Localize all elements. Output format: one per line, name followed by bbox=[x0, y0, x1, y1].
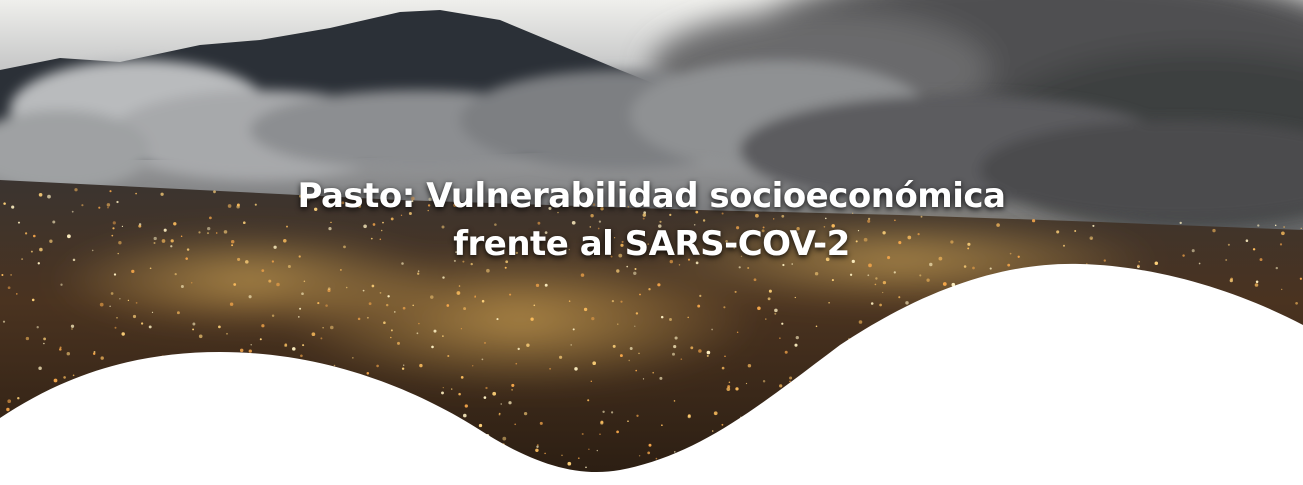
city-light bbox=[484, 342, 486, 344]
city-light bbox=[737, 332, 738, 333]
city-light bbox=[111, 292, 114, 295]
city-light bbox=[699, 295, 701, 297]
city-light bbox=[312, 332, 316, 336]
city-light bbox=[570, 344, 572, 346]
city-light bbox=[711, 329, 713, 331]
city-light bbox=[584, 308, 587, 311]
city-light bbox=[639, 455, 640, 456]
city-light bbox=[116, 317, 118, 319]
city-light bbox=[502, 437, 506, 441]
city-light bbox=[882, 292, 883, 293]
city-light bbox=[334, 365, 336, 367]
city-light bbox=[3, 321, 5, 323]
city-light bbox=[181, 285, 184, 288]
city-light bbox=[276, 283, 280, 287]
city-light bbox=[883, 281, 886, 284]
city-light bbox=[346, 287, 348, 289]
city-light bbox=[746, 383, 747, 384]
city-light bbox=[330, 326, 334, 330]
city-light bbox=[230, 302, 233, 305]
city-light bbox=[191, 282, 193, 284]
city-light bbox=[815, 272, 818, 275]
city-light bbox=[919, 274, 921, 276]
city-light bbox=[879, 304, 882, 307]
city-light bbox=[472, 365, 473, 366]
city-light bbox=[898, 296, 900, 298]
city-light bbox=[397, 342, 400, 345]
city-light bbox=[115, 327, 117, 329]
city-light bbox=[757, 307, 761, 311]
city-light bbox=[141, 322, 143, 324]
city-light bbox=[582, 433, 584, 435]
city-light bbox=[328, 287, 331, 290]
city-light bbox=[177, 311, 180, 314]
city-light bbox=[627, 420, 629, 422]
city-light bbox=[656, 458, 658, 460]
city-light bbox=[636, 415, 638, 417]
city-light bbox=[588, 449, 589, 450]
city-light bbox=[492, 392, 496, 396]
city-light bbox=[681, 358, 683, 360]
city-light bbox=[317, 302, 319, 304]
city-light bbox=[661, 316, 664, 319]
city-light bbox=[549, 368, 551, 370]
city-light bbox=[272, 314, 274, 316]
city-light bbox=[434, 330, 437, 333]
city-light bbox=[93, 353, 95, 355]
city-light bbox=[636, 312, 638, 314]
city-light bbox=[402, 367, 404, 369]
city-light bbox=[463, 414, 467, 418]
city-light bbox=[578, 457, 580, 459]
city-light bbox=[659, 377, 662, 380]
city-light bbox=[299, 308, 301, 310]
city-light bbox=[715, 413, 716, 414]
city-light bbox=[536, 446, 538, 448]
city-light bbox=[613, 345, 616, 348]
city-light bbox=[479, 424, 482, 427]
city-light bbox=[828, 302, 830, 304]
city-light bbox=[639, 294, 641, 296]
city-light bbox=[785, 351, 788, 354]
city-light bbox=[561, 455, 562, 456]
page-title-line-1: Pasto: Vulnerabilidad socioeconómica bbox=[297, 176, 1006, 216]
city-light bbox=[616, 431, 619, 434]
city-light bbox=[54, 379, 58, 383]
city-light bbox=[726, 387, 730, 391]
city-light bbox=[7, 399, 11, 403]
city-light bbox=[789, 376, 792, 379]
city-light bbox=[599, 433, 600, 434]
city-light bbox=[859, 320, 863, 324]
city-light bbox=[442, 335, 444, 337]
city-light bbox=[630, 347, 633, 350]
city-light bbox=[300, 354, 303, 357]
city-light bbox=[635, 370, 637, 372]
city-light bbox=[461, 376, 464, 379]
city-light bbox=[298, 316, 300, 318]
city-light bbox=[511, 384, 514, 387]
city-light bbox=[638, 353, 640, 355]
city-light bbox=[71, 328, 72, 329]
city-light bbox=[322, 327, 323, 328]
city-light bbox=[643, 378, 644, 379]
city-light bbox=[567, 462, 571, 466]
city-light bbox=[649, 444, 652, 447]
city-light bbox=[442, 276, 444, 278]
city-light bbox=[748, 364, 751, 367]
city-light bbox=[754, 278, 757, 281]
city-light bbox=[789, 381, 791, 383]
city-light bbox=[261, 269, 264, 272]
city-light bbox=[612, 300, 614, 302]
city-light bbox=[475, 296, 476, 297]
city-light bbox=[446, 304, 449, 307]
city-light bbox=[875, 284, 877, 286]
city-light bbox=[403, 365, 404, 366]
city-light bbox=[59, 348, 62, 351]
city-light bbox=[674, 451, 676, 453]
city-light bbox=[441, 391, 444, 394]
city-light bbox=[508, 401, 511, 404]
city-light bbox=[795, 297, 796, 298]
city-light bbox=[261, 324, 264, 327]
city-light bbox=[735, 387, 738, 390]
city-light bbox=[363, 290, 365, 292]
city-light bbox=[581, 273, 585, 277]
city-light bbox=[63, 376, 66, 379]
city-light bbox=[779, 384, 782, 387]
city-light bbox=[1281, 289, 1282, 290]
city-light bbox=[633, 272, 636, 275]
city-light bbox=[376, 365, 379, 368]
city-light bbox=[697, 305, 700, 308]
city-light bbox=[60, 284, 62, 286]
city-light bbox=[724, 356, 726, 358]
city-light bbox=[894, 271, 896, 273]
city-light bbox=[73, 374, 75, 376]
city-light bbox=[133, 315, 136, 318]
city-light bbox=[465, 404, 468, 407]
city-light bbox=[461, 328, 462, 329]
city-light bbox=[38, 366, 42, 370]
city-light bbox=[763, 380, 765, 382]
city-light bbox=[484, 396, 487, 399]
city-light bbox=[611, 411, 613, 413]
city-light bbox=[412, 305, 413, 306]
city-light bbox=[657, 283, 660, 286]
city-light bbox=[832, 279, 834, 281]
city-light bbox=[616, 269, 619, 272]
city-light bbox=[796, 336, 799, 339]
city-light bbox=[688, 415, 691, 418]
city-light bbox=[199, 334, 203, 338]
city-light bbox=[302, 344, 304, 346]
city-light bbox=[781, 323, 783, 325]
city-light bbox=[447, 355, 449, 357]
city-light bbox=[482, 300, 485, 303]
city-light bbox=[544, 453, 546, 455]
city-light bbox=[175, 273, 177, 275]
city-light bbox=[372, 285, 375, 288]
city-light bbox=[152, 312, 153, 313]
city-light bbox=[369, 302, 372, 305]
city-light bbox=[597, 450, 598, 451]
page-title bbox=[0, 172, 1303, 268]
city-light bbox=[526, 343, 529, 346]
city-light bbox=[574, 367, 577, 370]
city-light bbox=[284, 343, 287, 346]
city-light bbox=[501, 403, 502, 404]
city-light bbox=[707, 351, 711, 355]
city-light bbox=[672, 353, 675, 356]
city-light bbox=[67, 352, 70, 355]
city-light bbox=[418, 270, 420, 272]
city-light bbox=[71, 325, 74, 328]
city-light bbox=[591, 317, 594, 320]
city-light bbox=[6, 408, 9, 411]
city-light bbox=[690, 346, 693, 349]
city-light bbox=[119, 298, 120, 299]
city-light bbox=[735, 291, 737, 293]
city-light bbox=[304, 281, 306, 283]
city-light bbox=[1300, 278, 1302, 280]
city-light bbox=[850, 274, 852, 276]
city-light bbox=[816, 326, 818, 328]
city-light bbox=[669, 318, 672, 321]
city-light bbox=[391, 329, 393, 331]
city-light bbox=[431, 346, 434, 349]
city-light bbox=[647, 452, 650, 455]
city-light bbox=[268, 280, 271, 283]
city-light bbox=[509, 294, 511, 296]
city-light bbox=[729, 382, 731, 384]
city-light bbox=[260, 338, 262, 340]
city-light bbox=[463, 307, 466, 310]
city-light bbox=[540, 422, 543, 425]
city-light bbox=[226, 333, 228, 335]
city-light bbox=[383, 321, 386, 324]
city-light bbox=[17, 397, 19, 399]
city-light bbox=[634, 326, 635, 327]
city-light bbox=[496, 318, 498, 320]
city-light bbox=[301, 292, 304, 295]
city-light bbox=[905, 301, 908, 304]
city-light bbox=[723, 306, 725, 308]
city-light bbox=[602, 411, 604, 413]
city-light bbox=[634, 268, 636, 270]
city-light bbox=[26, 337, 29, 340]
city-light bbox=[240, 349, 243, 352]
city-light bbox=[675, 336, 678, 339]
city-light bbox=[533, 304, 535, 306]
city-light bbox=[394, 311, 396, 313]
city-light bbox=[114, 273, 116, 275]
city-light bbox=[459, 285, 461, 287]
city-light bbox=[573, 328, 575, 330]
city-light bbox=[136, 302, 138, 304]
city-light bbox=[765, 318, 766, 319]
city-light bbox=[687, 317, 689, 319]
city-light bbox=[37, 326, 39, 328]
city-light bbox=[591, 381, 592, 382]
city-light bbox=[380, 292, 382, 294]
city-light bbox=[585, 467, 587, 469]
city-light bbox=[674, 400, 676, 402]
city-light bbox=[1255, 283, 1259, 287]
city-light bbox=[8, 286, 11, 289]
city-light bbox=[592, 361, 596, 365]
city-light bbox=[367, 372, 370, 375]
city-light bbox=[559, 356, 562, 359]
city-light bbox=[43, 343, 45, 345]
city-light bbox=[60, 346, 62, 348]
city-light bbox=[419, 364, 422, 367]
city-light bbox=[43, 338, 46, 341]
page-title-line-2: frente al SARS-COV-2 bbox=[453, 224, 850, 264]
city-light bbox=[698, 349, 702, 353]
city-light bbox=[499, 414, 501, 416]
city-light bbox=[320, 337, 322, 339]
city-light bbox=[774, 313, 776, 315]
city-light bbox=[352, 357, 353, 358]
city-light bbox=[1230, 278, 1233, 281]
city-light bbox=[545, 284, 548, 287]
city-light bbox=[768, 297, 771, 300]
city-light bbox=[250, 344, 251, 345]
city-light bbox=[387, 295, 389, 297]
city-light bbox=[403, 307, 406, 310]
city-light bbox=[1, 274, 3, 276]
city-light bbox=[10, 274, 12, 276]
city-light bbox=[149, 325, 152, 328]
city-light bbox=[712, 430, 714, 432]
city-light bbox=[600, 421, 603, 424]
city-light bbox=[386, 304, 388, 306]
city-light bbox=[514, 423, 516, 425]
city-light bbox=[485, 387, 487, 389]
city-light bbox=[620, 301, 622, 303]
city-light bbox=[417, 332, 419, 334]
city-light bbox=[192, 328, 194, 330]
city-light bbox=[722, 367, 725, 370]
city-light bbox=[871, 302, 874, 305]
city-light bbox=[367, 317, 369, 319]
city-light bbox=[458, 393, 461, 396]
city-light bbox=[652, 372, 654, 374]
city-light bbox=[661, 424, 663, 426]
city-light bbox=[769, 290, 772, 293]
city-light bbox=[430, 295, 433, 298]
city-light bbox=[524, 412, 527, 415]
city-light bbox=[16, 293, 18, 295]
city-light bbox=[218, 326, 221, 329]
city-light bbox=[673, 345, 676, 348]
city-light bbox=[867, 274, 869, 276]
city-light bbox=[535, 449, 538, 452]
city-light bbox=[417, 273, 419, 275]
city-light bbox=[340, 269, 342, 271]
city-light bbox=[325, 304, 328, 307]
city-light bbox=[628, 360, 629, 361]
city-light bbox=[779, 337, 781, 339]
city-light bbox=[131, 270, 134, 273]
city-light bbox=[515, 363, 517, 365]
city-light bbox=[569, 300, 571, 302]
city-light bbox=[518, 348, 520, 350]
city-light bbox=[443, 387, 444, 388]
city-light bbox=[128, 300, 129, 301]
city-light bbox=[648, 288, 650, 290]
city-light bbox=[486, 269, 490, 273]
city-light bbox=[390, 337, 392, 339]
city-light bbox=[109, 306, 110, 307]
city-light bbox=[617, 323, 618, 324]
city-light bbox=[620, 354, 623, 357]
city-light bbox=[943, 282, 947, 286]
city-light bbox=[707, 355, 709, 357]
city-light bbox=[418, 323, 419, 324]
city-light bbox=[1295, 302, 1298, 305]
city-light bbox=[249, 295, 252, 298]
city-light bbox=[875, 277, 877, 279]
city-light bbox=[530, 318, 533, 321]
city-light bbox=[292, 347, 296, 351]
city-light bbox=[511, 389, 513, 391]
city-light bbox=[1256, 281, 1259, 284]
city-light bbox=[451, 388, 452, 389]
city-light bbox=[101, 356, 104, 359]
city-light bbox=[794, 344, 797, 347]
city-light bbox=[192, 323, 195, 326]
city-light bbox=[587, 399, 589, 401]
city-light bbox=[482, 359, 484, 361]
city-light bbox=[926, 279, 929, 282]
city-light bbox=[536, 284, 539, 287]
city-light bbox=[457, 291, 461, 295]
city-light bbox=[721, 424, 723, 426]
city-light bbox=[121, 332, 124, 335]
city-light bbox=[249, 349, 252, 352]
city-light bbox=[32, 299, 35, 302]
city-light bbox=[233, 283, 236, 286]
city-light bbox=[358, 318, 361, 321]
city-light bbox=[774, 309, 778, 313]
city-light bbox=[100, 303, 104, 307]
